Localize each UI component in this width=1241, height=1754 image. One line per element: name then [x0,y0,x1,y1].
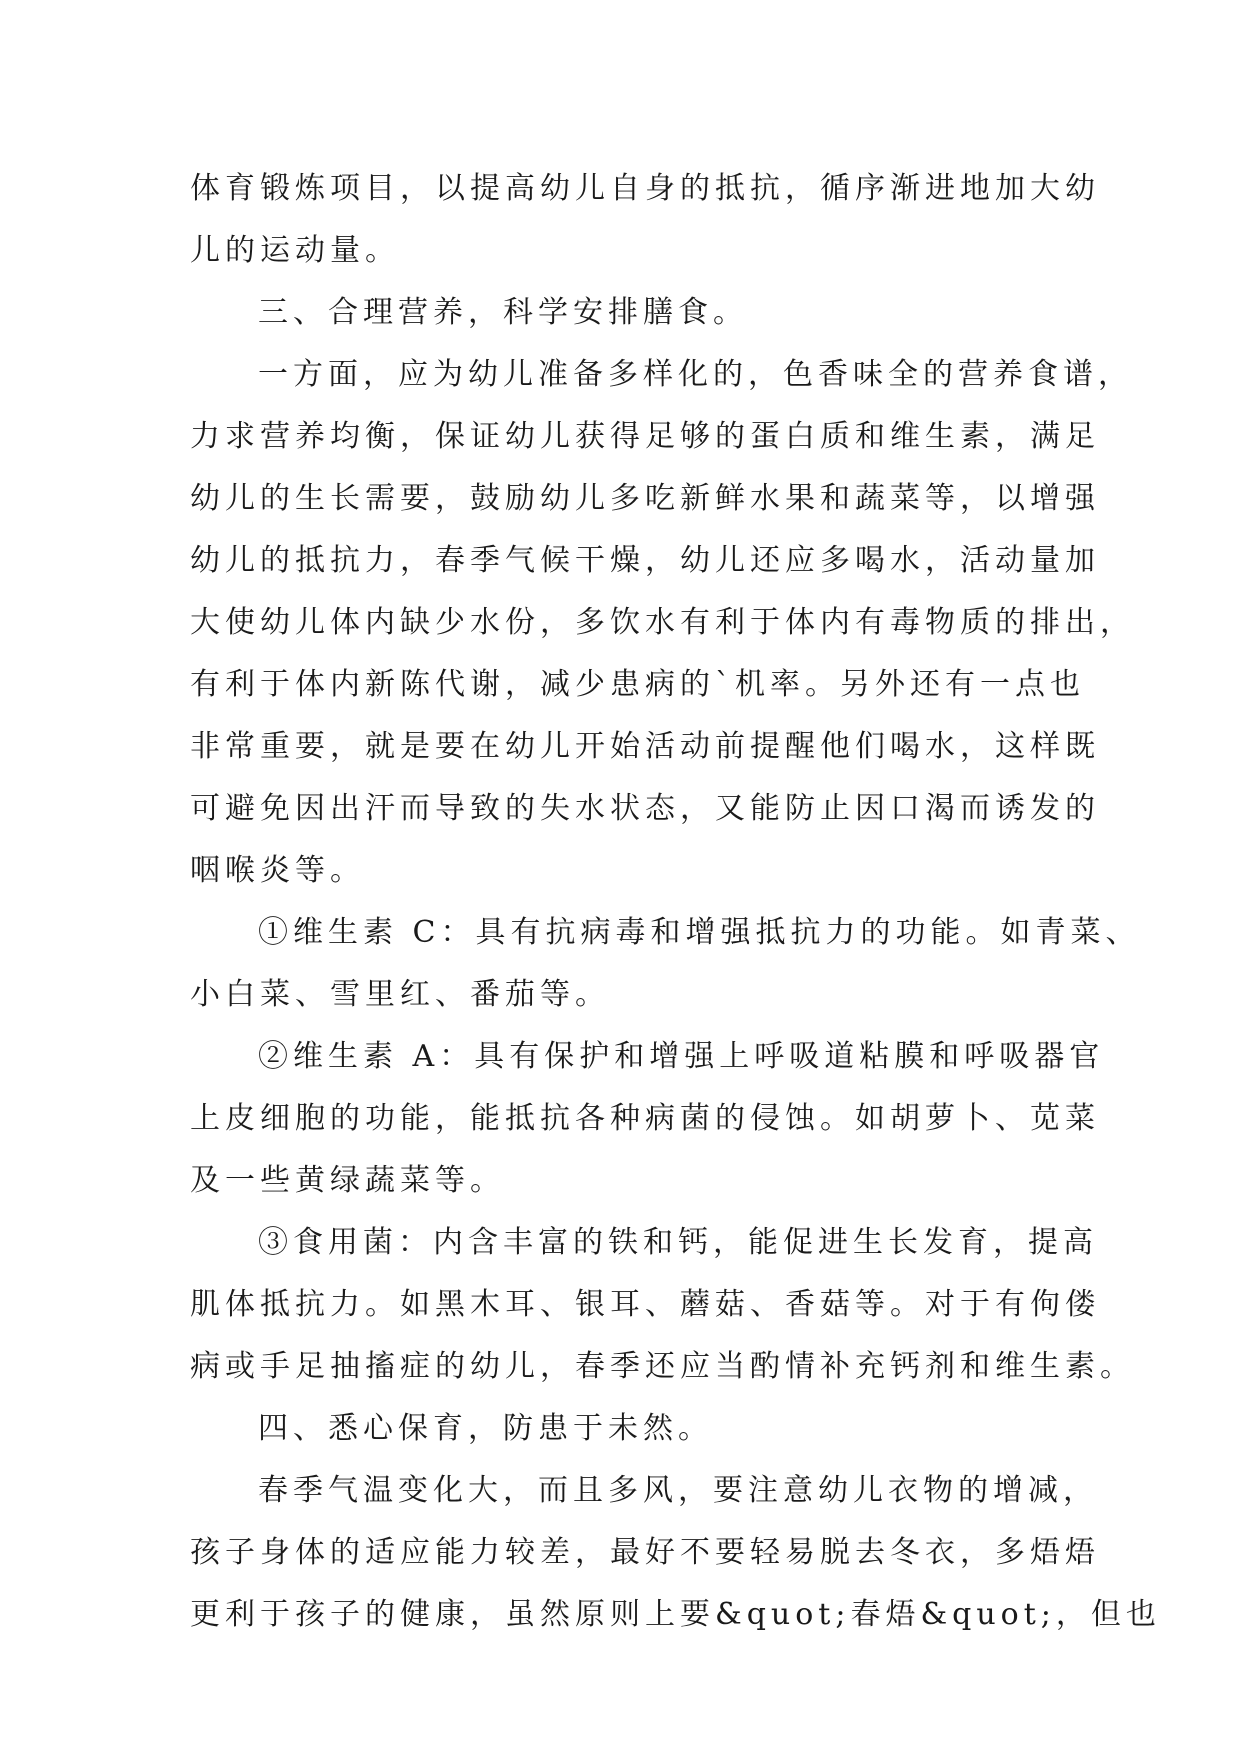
list-item: ①维生素 C：具有抗病毒和增强抵抗力的功能。如青菜、 [258,915,1141,950]
text-line: 大使幼儿体内缺少水份，多饮水有利于体内有毒物质的排出， [190,605,1135,640]
text-line: 及一些黄绿蔬菜等。 [190,1163,505,1198]
text-line: 幼儿的生长需要，鼓励幼儿多吃新鲜水果和蔬菜等，以增强 [190,481,1100,516]
section-heading: 四、悉心保育，防患于未然。 [258,1411,713,1446]
text-line: 力求营养均衡，保证幼儿获得足够的蛋白质和维生素，满足 [190,419,1100,454]
body-text [190,158,1161,1646]
text-line: 孩子身体的适应能力较差，最好不要轻易脱去冬衣，多焐焐 [190,1535,1100,1570]
text-line: 有利于体内新陈代谢，减少患病的`机率。另外还有一点也 [190,667,1085,702]
list-item: ③食用菌：内含丰富的铁和钙，能促进生长发育，提高 [258,1225,1098,1260]
text-line: 幼儿的抵抗力，春季气候干燥，幼儿还应多喝水，活动量加 [190,543,1100,578]
text-line: 病或手足抽搐症的幼儿，春季还应当酌情补充钙剂和维生素。 [190,1349,1135,1384]
text-line: 儿的运动量。 [190,233,400,268]
section-heading: 三、合理营养，科学安排膳食。 [258,295,748,330]
text-line: 更利于孩子的健康，虽然原则上要&quot;春焐&quot;，但也 [190,1597,1161,1632]
text-line: 春季气温变化大，而且多风，要注意幼儿衣物的增减， [258,1473,1098,1508]
text-line: 体育锻炼项目，以提高幼儿自身的抵抗，循序渐进地加大幼 [190,171,1100,206]
text-line: 一方面，应为幼儿准备多样化的，色香味全的营养食谱， [258,357,1133,392]
text-line: 咽喉炎等。 [190,853,365,888]
text-line: 非常重要，就是要在幼儿开始活动前提醒他们喝水，这样既 [190,729,1100,764]
text-line: 小白菜、雪里红、番茄等。 [190,977,610,1012]
list-item: ②维生素 A：具有保护和增强上呼吸道粘膜和呼吸器官 [258,1039,1105,1074]
text-line: 可避免因出汗而导致的失水状态，又能防止因口渴而诱发的 [190,791,1100,826]
text-line: 肌体抵抗力。如黑木耳、银耳、蘑菇、香菇等。对于有佝偻 [190,1287,1100,1322]
text-line: 上皮细胞的功能，能抵抗各种病菌的侵蚀。如胡萝卜、苋菜 [190,1101,1100,1136]
